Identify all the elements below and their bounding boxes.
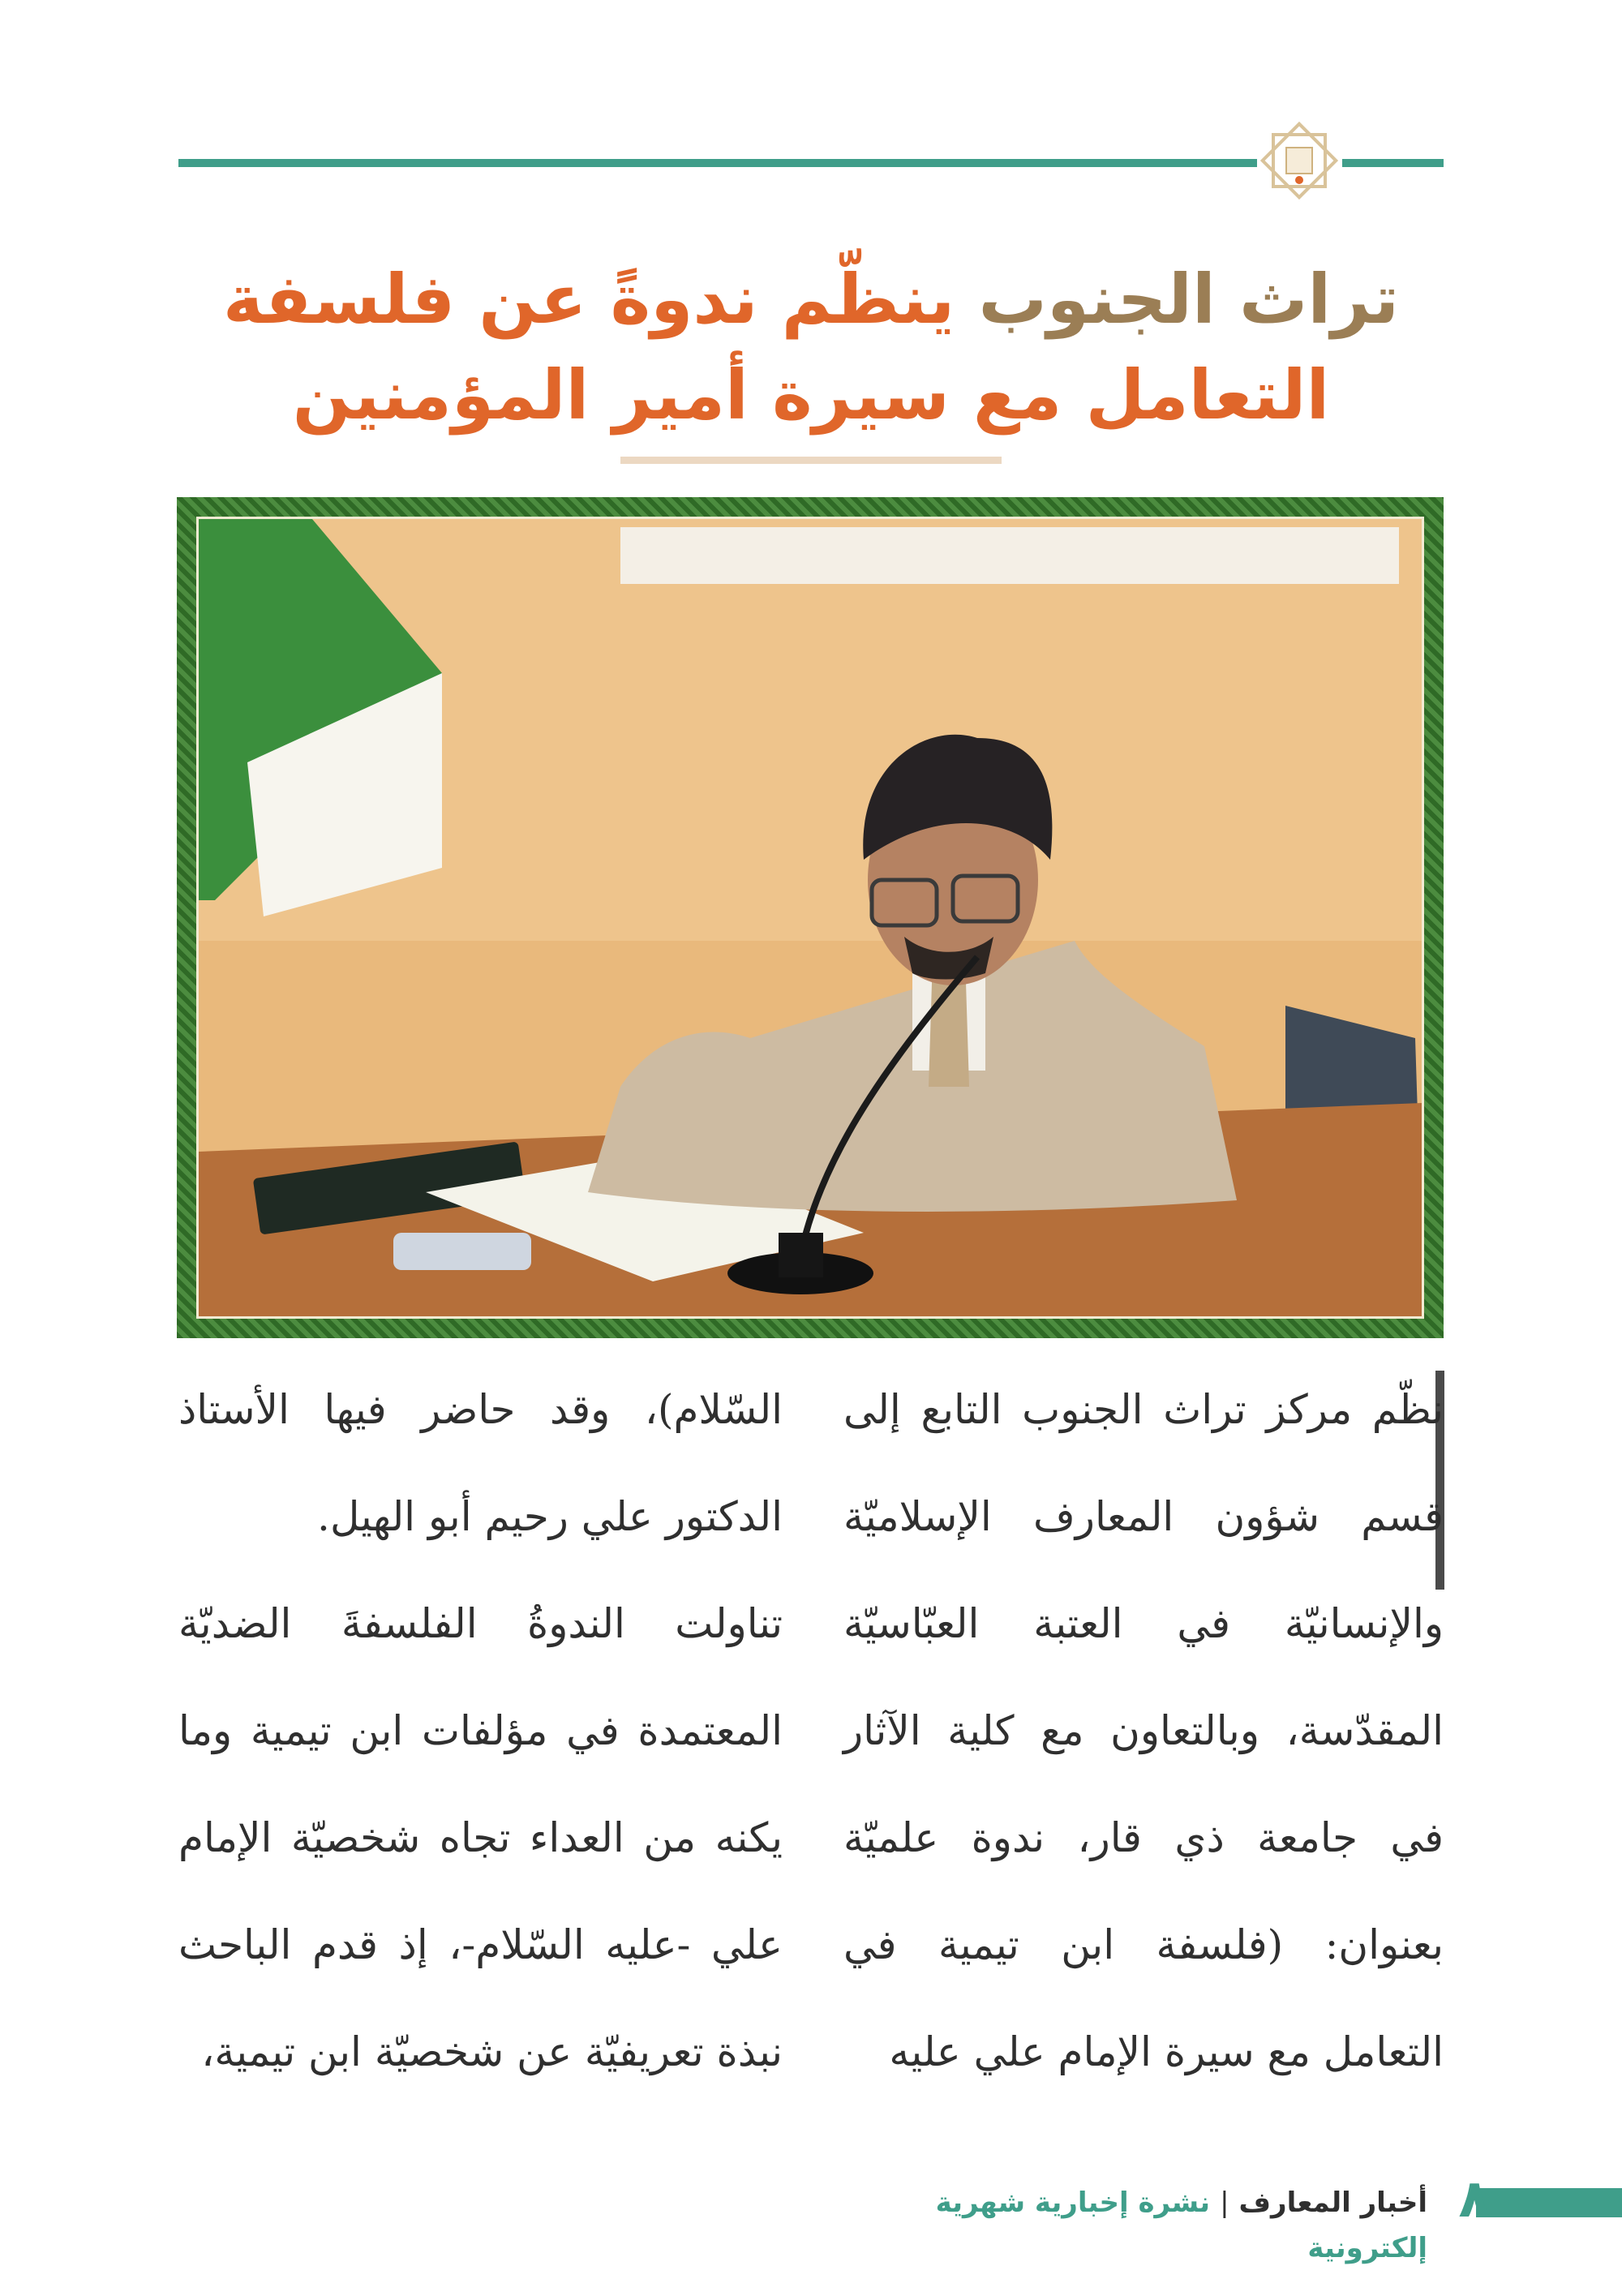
article-photo xyxy=(196,517,1424,1319)
article-headline xyxy=(162,251,1460,443)
headline-rest: ينظّم ندوةً عن فلسفة التعامل مع سيرة أمير المؤمنين xyxy=(223,260,1330,435)
article-column-left xyxy=(178,1356,783,2105)
page-number: ٨ xyxy=(1458,2169,1491,2229)
article-paragraph-3: تناولت الندوةُ الفلسفةَ الضديّة المعتمدة في مؤلفات ابن تيمية وما يكنه من العداء تجاه شخصيّة الإمام علي -عليه السّلام-، إذ قدم الباحث نبذة تعريفيّة عن شخصيّة ابن تيمية، xyxy=(178,1600,783,2075)
footer-brand: أخبار المعارف xyxy=(1238,2187,1427,2219)
photo-frame xyxy=(177,497,1444,1338)
footer-tagline: نشرة إخبارية شهرية إلكترونية xyxy=(935,2187,1427,2264)
ornament-logo-icon xyxy=(1259,120,1340,201)
header-rule-right xyxy=(1342,159,1444,167)
article-column-right xyxy=(843,1356,1444,2105)
title-underline xyxy=(620,457,1002,464)
article-paragraph-1: نظّم مركز تراث الجنوب التابع إلى قسم شؤون المعارف الإسلاميّة والإنسانيّة في العتبة العبّاسيّة المقدّسة، وبالتعاون مع كلية الآثار في جامعة ذي قار، ندوة علميّة بعنوان: (فلسفة ابن تيمية في التعامل مع سيرة الإمام علي عليه xyxy=(843,1386,1444,2075)
footer-caption xyxy=(811,2180,1427,2271)
photo-illustration xyxy=(199,519,1422,1316)
headline-accent: تراث الجنوب xyxy=(978,260,1399,339)
article-paragraph-2: السّلام)، وقد حاضر فيها الأستاذ الدكتور علي رحيم أبو الهيل. xyxy=(178,1386,783,1540)
header-rule-left xyxy=(178,159,1257,167)
footer-separator: | xyxy=(1220,2187,1229,2219)
